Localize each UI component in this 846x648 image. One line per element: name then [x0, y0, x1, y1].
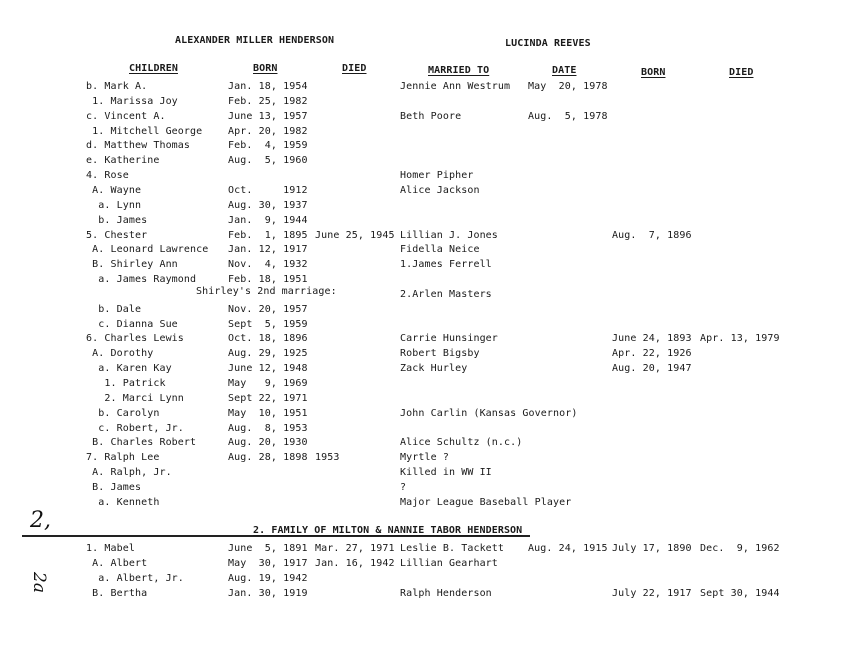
cell-born: Aug. 29, 1925: [228, 348, 308, 360]
cell-name: a. Karen Kay: [86, 363, 172, 375]
wife-name: LUCINDA REEVES: [505, 38, 591, 49]
cell-born: Aug. 5, 1960: [228, 155, 308, 167]
cell-name: a. Kenneth: [86, 496, 160, 508]
cell-name: 2. Marci Lynn: [86, 392, 184, 404]
col-children: CHILDREN: [129, 63, 178, 74]
cell-spouse: John Carlin (Kansas Governor): [400, 407, 578, 419]
cell-died: Mar. 27, 1971: [315, 543, 395, 554]
cell-name: a. Lynn: [86, 199, 142, 211]
cell-born: Aug. 8, 1953: [228, 422, 308, 434]
margin-mark: 2,: [30, 508, 51, 533]
col-died: DIED: [342, 63, 367, 74]
cell-born: Apr. 20, 1982: [228, 125, 308, 137]
cell-born: Aug. 19, 1942: [228, 573, 308, 584]
cell-born: Nov. 4, 1932: [228, 259, 308, 271]
cell-sdied: Apr. 13, 1979: [700, 333, 780, 345]
cell-born: Oct. 1912: [228, 184, 308, 196]
cell-spouse: Major League Baseball Player: [400, 496, 572, 508]
cell-name: b. Carolyn: [86, 407, 160, 419]
cell-sdied: Dec. 9, 1962: [700, 543, 780, 554]
cell-name: 6. Charles Lewis: [86, 333, 184, 345]
marriage-note: Shirley's 2nd marriage:: [196, 285, 337, 297]
cell-sborn: Aug. 20, 1947: [612, 363, 692, 375]
cell-name: 1. Patrick: [86, 378, 166, 389]
cell-spouse: Fidella Neice: [400, 244, 480, 256]
cell-born: Jan. 12, 1917: [228, 244, 308, 256]
cell-spouse: Robert Bigsby: [400, 348, 480, 360]
cell-name: A. Albert: [86, 558, 148, 569]
cell-name: A. Ralph, Jr.: [86, 467, 172, 479]
husband-name: ALEXANDER MILLER HENDERSON: [175, 35, 335, 46]
cell-spouse: ?: [400, 481, 407, 493]
cell-spouse: 1.James Ferrell: [400, 259, 492, 271]
cell-mdate: Aug. 5, 1978: [528, 110, 608, 122]
cell-name: a. Albert, Jr.: [86, 573, 184, 584]
cell-died: June 25, 1945: [315, 229, 395, 241]
cell-born: Aug. 20, 1930: [228, 437, 308, 449]
cell-born: June 12, 1948: [228, 363, 308, 375]
cell-name: c. Vincent A.: [86, 110, 166, 122]
cell-sborn: July 22, 1917: [612, 588, 692, 599]
cell-spouse: Zack Hurley: [400, 363, 468, 375]
cell-sborn: Aug. 7, 1896: [612, 229, 692, 241]
cell-born: Aug. 28, 1898: [228, 452, 308, 464]
cell-mdate: May 20, 1978: [528, 81, 608, 92]
cell-name: A. Leonard Lawrence: [86, 244, 209, 256]
cell-name: 4. Rose: [86, 170, 129, 182]
section-title: 2. FAMILY OF MILTON & NANNIE TABOR HENDERSON: [253, 525, 523, 536]
cell-name: A. Dorothy: [86, 348, 154, 360]
cell-spouse: Carrie Hunsinger: [400, 333, 498, 345]
cell-sborn: July 17, 1890: [612, 543, 692, 554]
cell-spouse: Killed in WW II: [400, 467, 492, 479]
cell-born: Feb. 1, 1895: [228, 229, 308, 241]
col-married-to: MARRIED TO: [428, 65, 490, 76]
cell-died: Jan. 16, 1942: [315, 558, 395, 569]
cell-name: c. Robert, Jr.: [86, 422, 184, 434]
cell-spouse: Myrtle ?: [400, 452, 449, 464]
cell-name: b. Dale: [86, 303, 142, 315]
cell-born: Nov. 20, 1957: [228, 303, 308, 315]
cell-born: Aug. 30, 1937: [228, 199, 308, 211]
cell-sdied: Sept 30, 1944: [700, 588, 780, 599]
cell-name: 1. Mitchell George: [86, 125, 203, 137]
cell-mdate: Aug. 24, 1915: [528, 543, 608, 554]
cell-born: May 10, 1951: [228, 407, 308, 419]
cell-name: 1. Mabel: [86, 543, 135, 554]
cell-spouse: Alice Schultz (n.c.): [400, 437, 523, 449]
cell-name: B. Shirley Ann: [86, 259, 178, 271]
col-spouse-died: DIED: [729, 67, 754, 78]
col-spouse-born: BORN: [641, 67, 666, 78]
cell-spouse: Ralph Henderson: [400, 588, 492, 599]
cell-spouse: Lillian J. Jones: [400, 229, 498, 241]
cell-name: B. Bertha: [86, 588, 148, 599]
cell-sborn: June 24, 1893: [612, 333, 692, 345]
cell-name: A. Wayne: [86, 184, 142, 196]
cell-name: 1. Marissa Joy: [86, 95, 178, 107]
cell-born: Feb. 18, 1951: [228, 274, 308, 286]
side-mark: 2a: [29, 572, 49, 593]
col-date: DATE: [552, 65, 577, 76]
cell-born: Jan. 18, 1954: [228, 81, 308, 92]
cell-name: B. Charles Robert: [86, 437, 197, 449]
col-born: BORN: [253, 63, 278, 74]
cell-born: May 30, 1917: [228, 558, 308, 569]
cell-spouse: Homer Pipher: [400, 170, 474, 182]
cell-born: Sept 5, 1959: [228, 318, 308, 330]
cell-name: a. James Raymond: [86, 274, 197, 286]
cell-born: Feb. 25, 1982: [228, 95, 308, 107]
cell-born: Jan. 30, 1919: [228, 588, 308, 599]
cell-spouse: Leslie B. Tackett: [400, 543, 505, 554]
cell-born: May 9, 1969: [228, 378, 308, 389]
cell-name: b. James: [86, 214, 148, 226]
cell-spouse: Beth Poore: [400, 110, 462, 122]
cell-name: 7. Ralph Lee: [86, 452, 160, 464]
cell-born: June 5, 1891: [228, 543, 308, 554]
cell-name: e. Katherine: [86, 155, 160, 167]
cell-sborn: Apr. 22, 1926: [612, 348, 692, 360]
cell-spouse: 2.Arlen Masters: [400, 288, 492, 300]
cell-name: 5. Chester: [86, 229, 148, 241]
cell-born: Oct. 18, 1896: [228, 333, 308, 345]
cell-name: c. Dianna Sue: [86, 318, 178, 330]
cell-born: Sept 22, 1971: [228, 392, 308, 404]
cell-spouse: Lillian Gearhart: [400, 558, 498, 569]
cell-born: Jan. 9, 1944: [228, 214, 308, 226]
cell-spouse: Alice Jackson: [400, 184, 480, 196]
cell-name: B. James: [86, 481, 142, 493]
cell-died: 1953: [315, 452, 340, 464]
cell-spouse: Jennie Ann Westrum: [400, 81, 511, 92]
cell-born: Feb. 4, 1959: [228, 140, 308, 152]
cell-name: d. Matthew Thomas: [86, 140, 191, 152]
cell-name: b. Mark A.: [86, 81, 148, 92]
cell-born: June 13, 1957: [228, 110, 308, 122]
